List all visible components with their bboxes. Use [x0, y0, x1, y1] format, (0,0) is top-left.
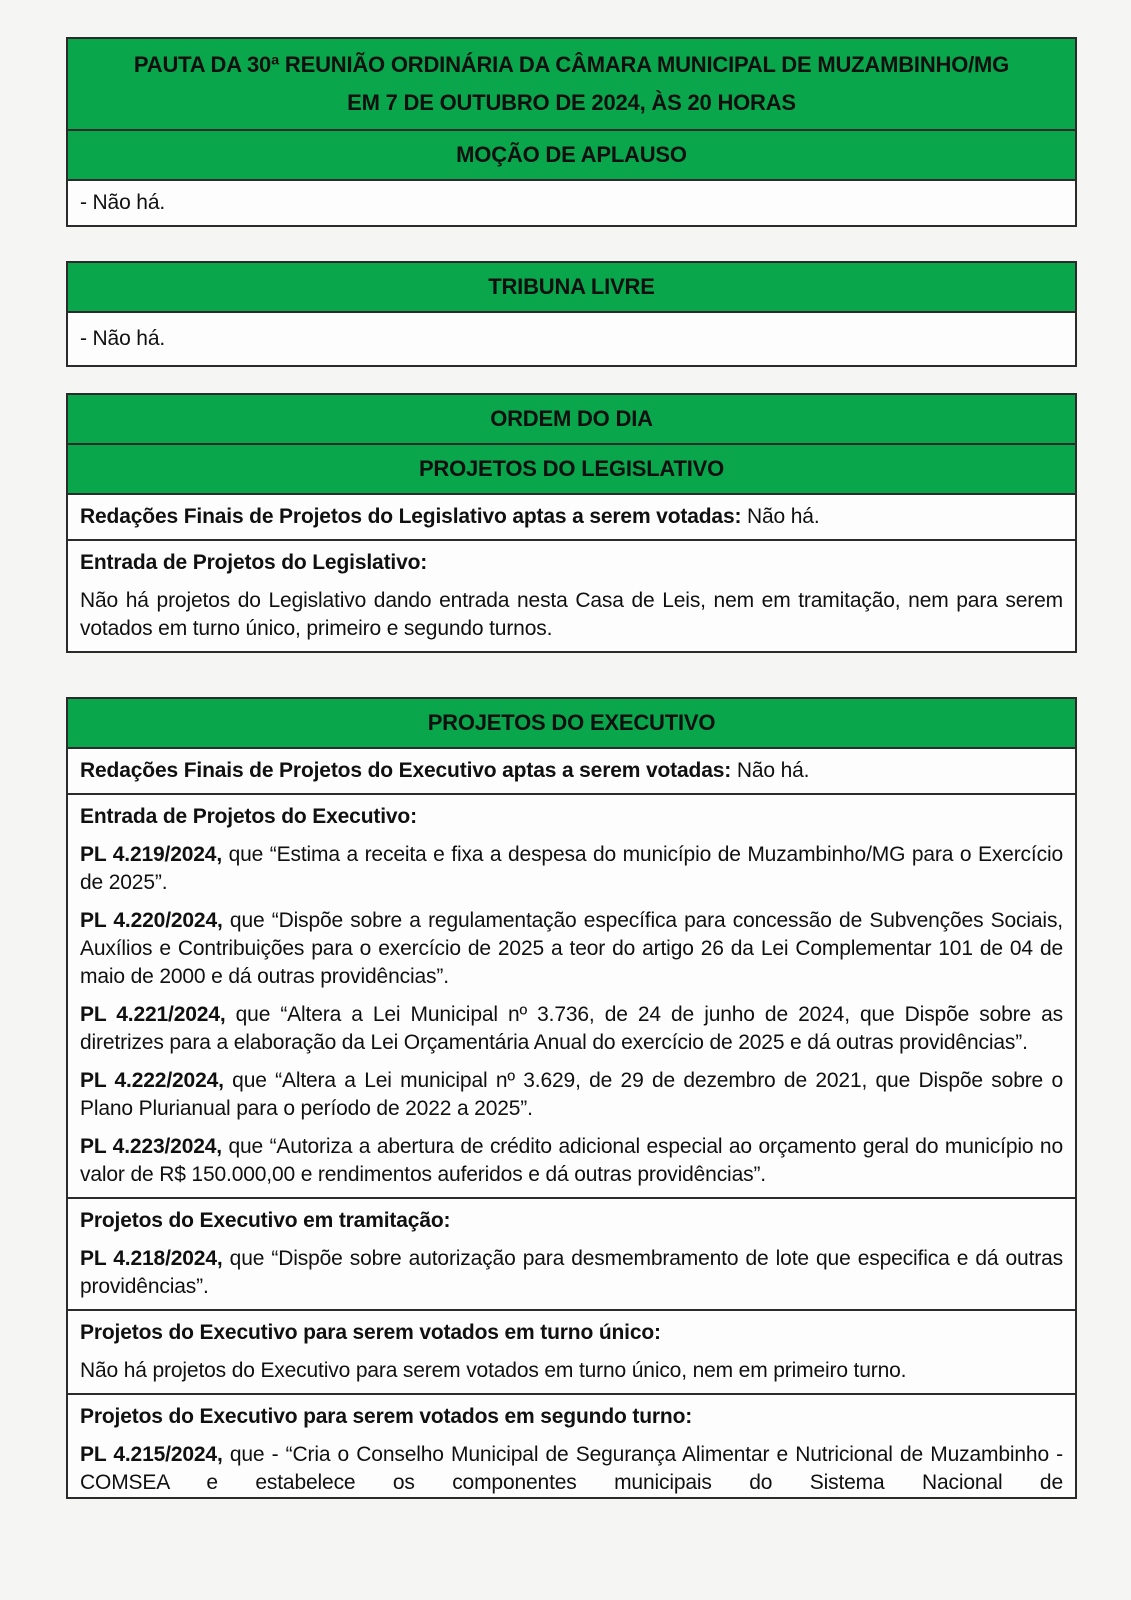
section-header-projetos-executivo: PROJETOS DO EXECUTIVO [68, 699, 1075, 747]
legislativo-entrada-text: Não há projetos do Legislativo dando entrada nesta Casa de Leis, nem em tramitação, nem para serem votados em turno único, primeiro e segundo turnos. [80, 589, 1063, 640]
bill-description: que “Dispõe sobre autorização para desmembramento de lote que especifica e dá outras providências”. [80, 1247, 1063, 1298]
bill-number: PL 4.219/2024, [80, 843, 223, 866]
document-title-line1: PAUTA DA 30ª REUNIÃO ORDINÁRIA DA CÂMARA MUNICIPAL DE MUZAMBINHO/MG [133, 52, 1010, 77]
executivo-tramitacao-row [68, 1197, 1075, 1309]
bill-description: que “Altera a Lei Municipal nº 3.736, de 24 de junho de 2024, que Dispõe sobre as diretrizes para a elaboração da Lei Orçamentária Anual do exercício de 2025 e dá outras providências”. [80, 1003, 1063, 1054]
legislativo-redacoes-line [80, 503, 1063, 531]
executivo-redacoes-value: Não há. [731, 759, 810, 782]
bill-number: PL 4.222/2024, [80, 1069, 224, 1092]
section-header-projetos-legislativo: PROJETOS DO LEGISLATIVO [68, 443, 1075, 493]
executivo-turno-unico-row [68, 1309, 1075, 1393]
bill-number: PL 4.220/2024, [80, 909, 223, 932]
executivo-segundo-turno-title: Projetos do Executivo para serem votados em segundo turno: [80, 1405, 693, 1428]
table-ordem-do-dia [66, 393, 1077, 653]
document-title-line2: EM 7 DE OUTUBRO DE 2024, ÀS 20 HORAS [347, 90, 796, 115]
bill-item-pl-4220 [80, 907, 1063, 991]
bill-description: que “Dispõe sobre a regulamentação específica para concessão de Subvenções Sociais, Auxílios e Contribuições para o exercício de 2025 a teor do artigo 26 da Lei Complementar 101 de 04 de maio de 2000 e dá outras providências”. [80, 909, 1063, 988]
executivo-entrada-row [68, 793, 1075, 1197]
bill-description: que “Altera a Lei municipal nº 3.629, de 29 de dezembro de 2021, que Dispõe sobre o Plano Plurianual para o período de 2022 a 2025”. [80, 1069, 1063, 1120]
section-header-ordem-do-dia: ORDEM DO DIA [68, 395, 1075, 443]
bill-item-pl-4215 [80, 1441, 1063, 1497]
bill-description: que “Estima a receita e fixa a despesa do município de Muzambinho/MG para o Exercício de 2025”. [80, 843, 1063, 894]
executivo-redacoes-label: Redações Finais de Projetos do Executivo aptas a serem votadas: [80, 759, 732, 782]
bill-number: PL 4.221/2024, [80, 1003, 226, 1026]
bill-number: PL 4.223/2024, [80, 1135, 222, 1158]
executivo-turno-unico-text: Não há projetos do Executivo para serem votados em turno único, nem em primeiro turno. [80, 1359, 907, 1382]
executivo-turno-unico-title: Projetos do Executivo para serem votados em turno único: [80, 1321, 661, 1344]
legislativo-entrada-title: Entrada de Projetos do Legislativo: [80, 551, 428, 574]
bill-item-pl-4218 [80, 1245, 1063, 1301]
executivo-tramitacao-title: Projetos do Executivo em tramitação: [80, 1209, 451, 1232]
bill-item-pl-4223 [80, 1133, 1063, 1189]
tribuna-content-text: - Não há. [80, 327, 166, 350]
bill-item-pl-4222 [80, 1067, 1063, 1123]
bill-number: PL 4.218/2024, [80, 1247, 223, 1270]
executivo-segundo-turno-row [68, 1393, 1075, 1497]
legislativo-entrada-row [68, 539, 1075, 651]
legislativo-redacoes-label: Redações Finais de Projetos do Legislativo aptas a serem votadas: [80, 505, 742, 528]
bill-item-pl-4219 [80, 841, 1063, 897]
mocao-content-row [68, 179, 1075, 225]
section-header-tribuna-livre: TRIBUNA LIVRE [68, 263, 1075, 311]
legislativo-redacoes-value: Não há. [741, 505, 820, 528]
bill-description: que - “Cria o Conselho Municipal de Segurança Alimentar e Nutricional de Muzambinho - COMSEA e estabelece os componentes municipais do Sistema Nacional de [80, 1443, 1063, 1494]
mocao-content-text: - Não há. [80, 191, 166, 214]
executivo-redacoes-row [68, 747, 1075, 793]
bill-description: que “Autoriza a abertura de crédito adicional especial ao orçamento geral do município no valor de R$ 150.000,00 e rendimentos auferidos e dá outras providências”. [80, 1135, 1063, 1186]
executivo-redacoes-line [80, 757, 1063, 785]
section-header-mocao-de-aplauso: MOÇÃO DE APLAUSO [68, 129, 1075, 179]
bill-item-pl-4221 [80, 1001, 1063, 1057]
executivo-entrada-title: Entrada de Projetos do Executivo: [80, 805, 417, 828]
table-tribuna-livre [66, 261, 1077, 367]
document-title [68, 39, 1075, 129]
tribuna-content-row [68, 311, 1075, 365]
bill-number: PL 4.215/2024, [80, 1443, 223, 1466]
table-title-mocao [66, 37, 1077, 227]
table-projetos-executivo [66, 697, 1077, 1499]
legislativo-redacoes-row [68, 493, 1075, 539]
